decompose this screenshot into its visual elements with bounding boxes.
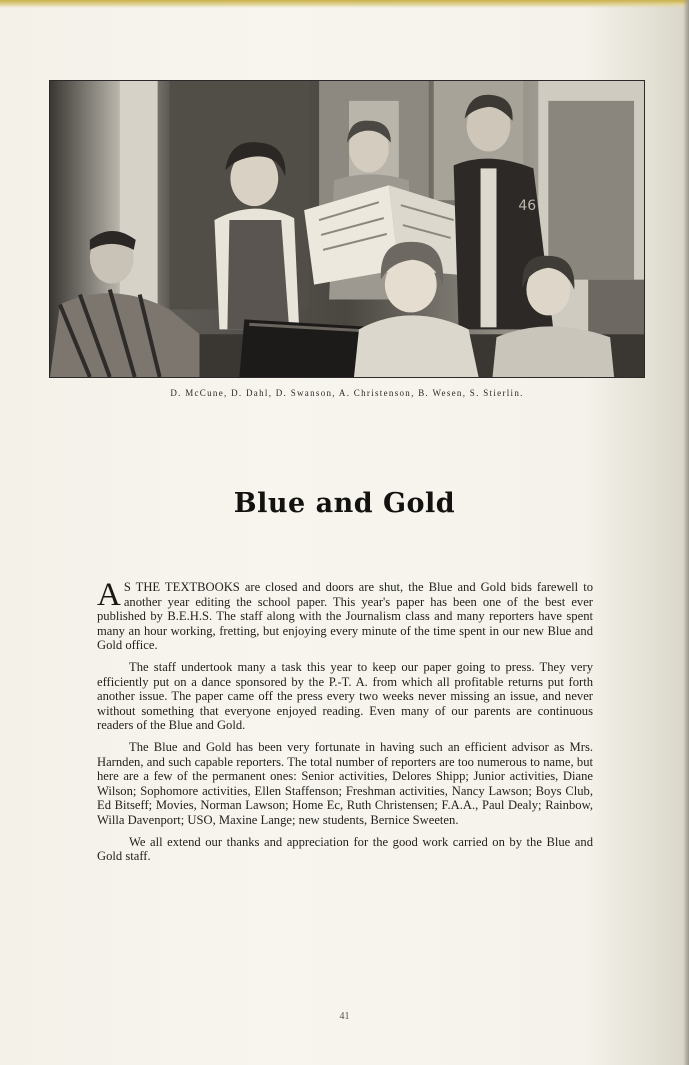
- page-binding-shadow: [683, 0, 689, 1065]
- article-paragraph: The staff undertook many a task this year to keep our paper going to press. They very efficiently put on a dance sponsored by the P.-T. A. from which all profitable returns put forth another issue. The paper came off the press every two weeks never missing an issue, and never without something that everyone enjoyed reading. Even many of our parents are continuous readers of the Blue and Gold.: [97, 659, 593, 733]
- article-paragraph-text: S THE TEXTBOOKS are closed and doors are shut, the Blue and Gold bids farewell to another year editing the school paper. This year's paper has been one of the best ever published by B.E.H.S. The staff along with the Journalism class and many reporters have spent many an hour working, fretting, but enjoying every minute of the time spent in our new Blue and Gold office.: [97, 580, 593, 653]
- article-title: Blue and Gold: [233, 488, 456, 519]
- article-paragraph: We all extend our thanks and appreciation for the good work carried on by the Blue and Gold staff.: [97, 834, 593, 864]
- drop-cap: A: [97, 577, 121, 613]
- article-body: [97, 577, 593, 871]
- article-paragraph: The Blue and Gold has been very fortunate in having such an efficient advisor as Mrs. Harnden, and such capable reporters. The total number of reporters are too numerous to name, but here are a few of the permanent ones: Senior activities, Delores Shipp; Junior activities, Diane Wilson; Sophomore activities, Ellen Staffenson; Freshman activities, Nancy Lawson; Boys Club, Ed Bitseff; Movies, Norman Lawson; Home Ec, Ruth Christensen; F.A.A., Paul Dealy; Rainbow, Willa Davenport; USO, Maxine Lange; new students, Bernice Sweeten.: [97, 739, 593, 827]
- page-top-edge: [0, 0, 689, 8]
- article-paragraph: [97, 577, 593, 653]
- photo-caption: D. McCune, D. Dahl, D. Swanson, A. Christenson, B. Wesen, S. Stierlin.: [170, 388, 524, 398]
- staff-group-photo: [49, 80, 645, 378]
- page-number: 41: [339, 1011, 350, 1022]
- svg-text:46: 46: [518, 198, 537, 215]
